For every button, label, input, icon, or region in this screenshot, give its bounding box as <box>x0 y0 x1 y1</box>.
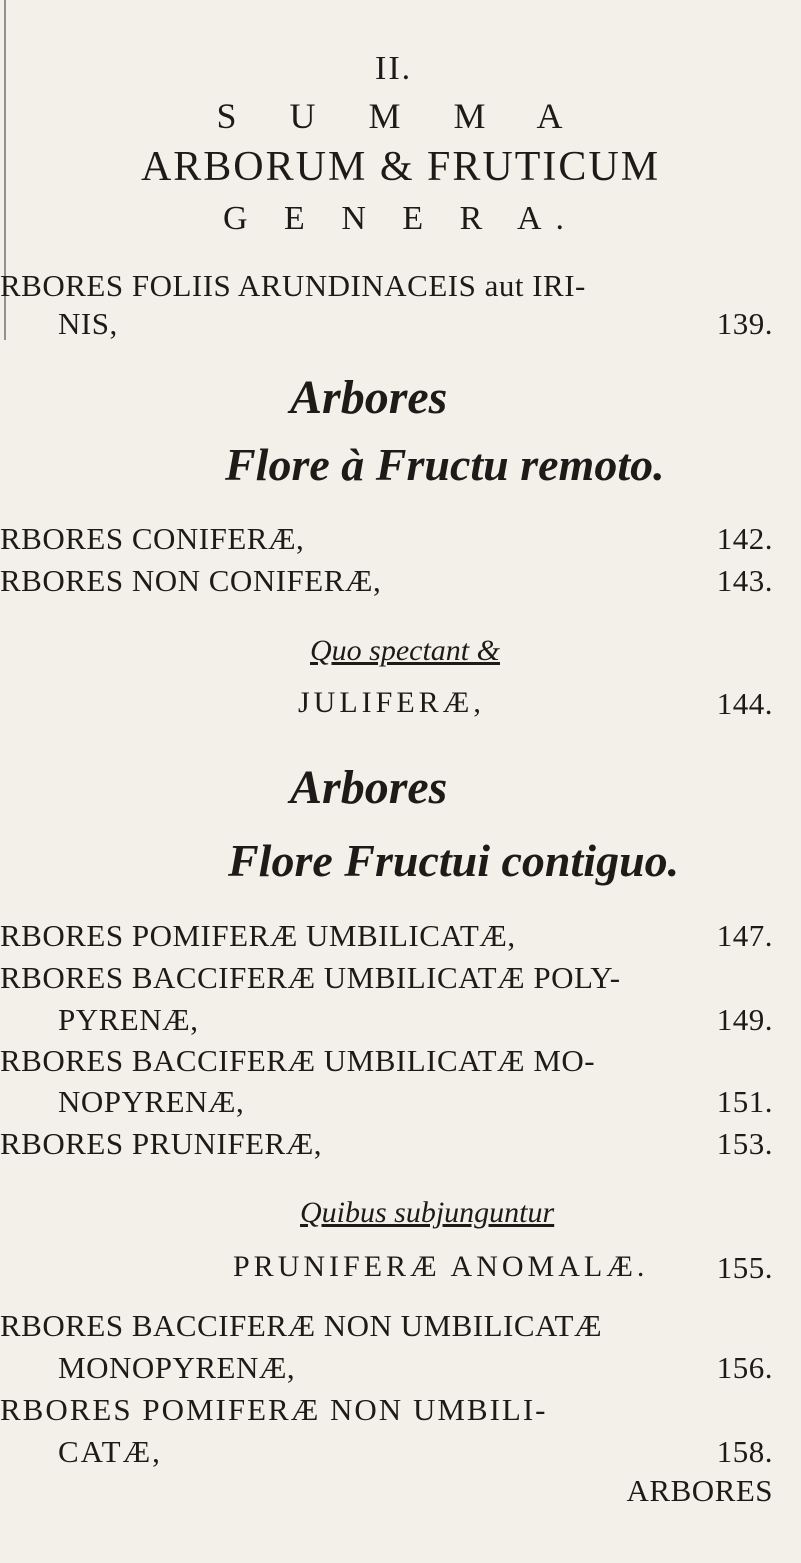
entry-page-number: 155. <box>716 1250 773 1285</box>
quo-spectant-line: Quo spectant & <box>310 634 500 667</box>
section-subtitle: Flore Fructui contiguo. <box>228 835 680 886</box>
entry-page-number: 139. <box>716 306 773 341</box>
entry-page-number: 142. <box>716 521 773 556</box>
julifer-entry: JULIFERÆ, <box>298 686 485 719</box>
entry-continuation: PYRENÆ, <box>58 1002 199 1037</box>
entry-text: RBORES NON CONIFERÆ, <box>0 563 382 598</box>
section-title: Arbores <box>290 371 448 424</box>
entry-text: RBORES POMIFERÆ UMBILICATÆ, <box>0 918 516 953</box>
entry-text: RBORES POMIFERÆ NON UMBILI- <box>0 1392 548 1427</box>
entry-page-number: 151. <box>716 1084 773 1119</box>
prunifera-anomala-entry: PRUNIFERÆ ANOMALÆ. <box>233 1250 649 1283</box>
entry-page-number: 147. <box>716 918 773 953</box>
entry-page-number: 153. <box>716 1126 773 1161</box>
entry-page-number: 143. <box>716 563 773 598</box>
entry-text: RBORES BACCIFERÆ NON UMBILICATÆ <box>0 1308 603 1343</box>
catchword: ARBORES <box>626 1473 773 1508</box>
section-title: Arbores <box>290 761 448 814</box>
entry-text: RBORES BACCIFERÆ UMBILICATÆ POLY- <box>0 960 621 995</box>
heading-summa: S U M M A <box>216 96 585 136</box>
heading-genera: G E N E R A. <box>223 200 578 237</box>
page-number: II. <box>375 50 413 87</box>
section-subtitle: Flore à Fructu remoto. <box>225 439 665 490</box>
entry-continuation: MONOPYRENÆ, <box>58 1350 296 1385</box>
entry-continuation: NIS, <box>58 306 118 341</box>
entry-text: RBORES PRUNIFERÆ, <box>0 1126 323 1161</box>
entry-continuation: NOPYRENÆ, <box>58 1084 245 1119</box>
entry-text: RBORES CONIFERÆ, <box>0 521 305 556</box>
entry-page-number: 158. <box>716 1434 773 1469</box>
entry-text: RBORES BACCIFERÆ UMBILICATÆ MO- <box>0 1043 596 1078</box>
entry-continuation: CATÆ, <box>58 1434 162 1469</box>
quibus-subjunguntur-line: Quibus subjunguntur <box>300 1196 555 1229</box>
entry-text: RBORES FOLIIS ARUNDINACEIS aut IRI- <box>0 268 586 303</box>
heading-arborum: ARBORUM & FRUTICUM <box>140 144 661 190</box>
entry-page-number: 149. <box>716 1002 773 1037</box>
entry-page-number: 144. <box>716 686 773 721</box>
entry-page-number: 156. <box>716 1350 773 1385</box>
